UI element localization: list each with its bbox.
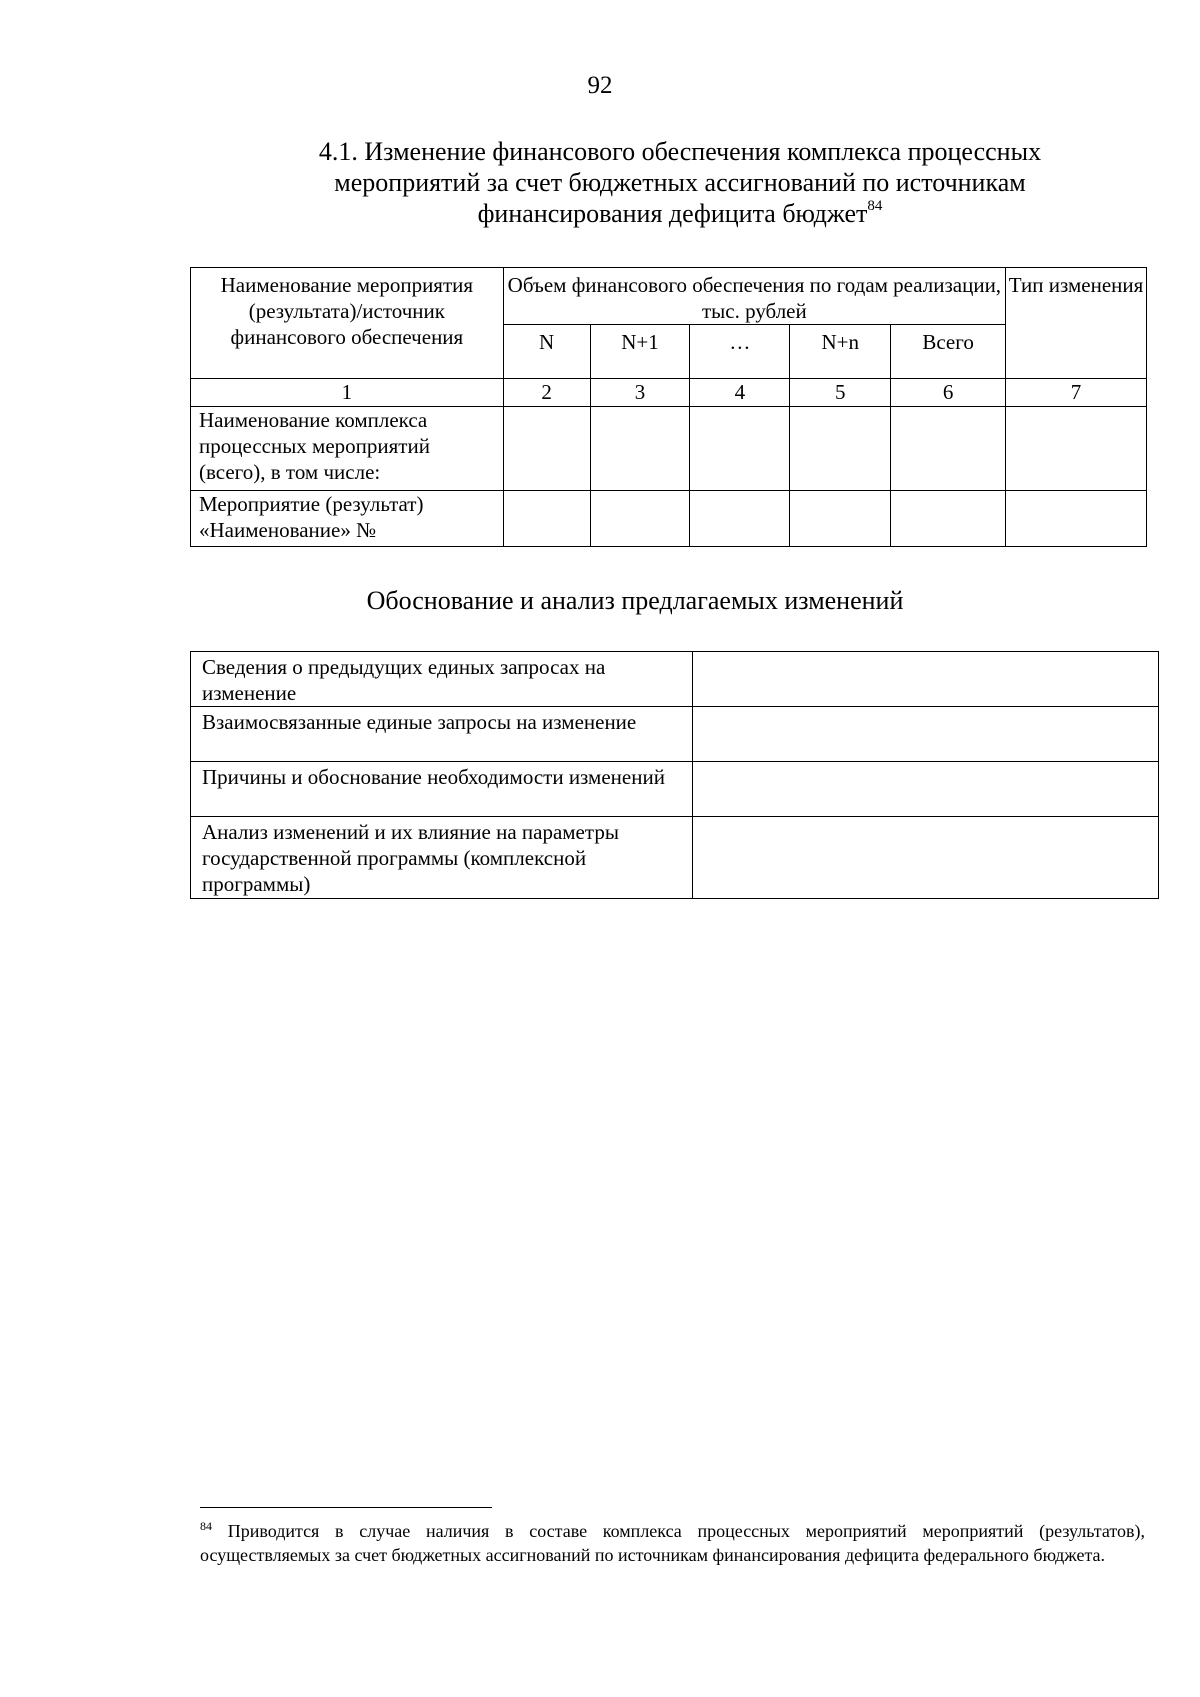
- section-title-line-3: [200, 198, 1160, 229]
- header-name-cell: [191, 268, 504, 379]
- empty-cell: [690, 407, 790, 491]
- empty-cell: [891, 491, 1006, 547]
- empty-cell: [1006, 491, 1147, 547]
- year-col-n1-text: N+1: [621, 330, 659, 354]
- analysis-value-cell: [693, 762, 1159, 817]
- header-type-cell: [1006, 268, 1147, 379]
- footnote-text: Приводится в случае наличия в составе комплекса процессных мероприятий мероприятий (результатов), осуществляемых за счет бюджетных ассигнований по источникам финансирования дефицита федерального бюджета.: [200, 1521, 1145, 1565]
- budget-table-header-row: [191, 268, 1147, 325]
- year-col-ellipsis-text: …: [729, 330, 751, 354]
- table-row: [191, 707, 1159, 762]
- row-complex-name: Наименование комплекса процессных мероприятий (всего), в том числе:: [191, 407, 504, 491]
- col-number-5: 5: [790, 379, 891, 407]
- analysis-value-cell: [693, 652, 1159, 707]
- analysis-value-cell: [693, 707, 1159, 762]
- year-col-total: [891, 325, 1006, 379]
- col-number-6: 6: [891, 379, 1006, 407]
- analysis-label-reasons: Причины и обоснование необходимости изменений: [191, 762, 693, 817]
- footnote-divider: [200, 1507, 492, 1508]
- table-row: [191, 762, 1159, 817]
- analysis-table: [190, 651, 1159, 899]
- table-row: [191, 491, 1147, 547]
- analysis-label-previous-requests: Сведения о предыдущих единых запросах на изменение: [191, 652, 693, 707]
- empty-cell: [590, 491, 690, 547]
- footnote: [200, 1519, 1145, 1567]
- empty-cell: [790, 407, 891, 491]
- empty-cell: [690, 491, 790, 547]
- budget-table: [190, 267, 1147, 547]
- row-event-name: Мероприятие (результат) «Наименование» №: [191, 491, 504, 547]
- year-col-nn-text: N+n: [821, 330, 859, 354]
- empty-cell: [590, 407, 690, 491]
- footnote-marker: 84: [200, 1519, 212, 1533]
- empty-cell: [891, 407, 1006, 491]
- analysis-value-cell: [693, 817, 1159, 899]
- empty-cell: [1006, 407, 1147, 491]
- empty-cell: [503, 407, 590, 491]
- section-title-line-3-text: финансирования дефицита бюджет: [477, 199, 868, 228]
- col-number-7: 7: [1006, 379, 1147, 407]
- header-volume: Объем финансового обеспечения по годам реализации, тыс. рублей: [507, 273, 1002, 323]
- page-number: 92: [587, 72, 613, 99]
- year-col-n1: [590, 325, 690, 379]
- table-row: [191, 407, 1147, 491]
- section-title: [200, 136, 1160, 229]
- col-number-3: 3: [590, 379, 690, 407]
- analysis-heading: Обоснование и анализ предлагаемых изменений: [366, 586, 904, 615]
- header-volume-cell: [503, 268, 1005, 325]
- year-col-total-text: Всего: [922, 330, 974, 354]
- analysis-label-related-requests: Взаимосвязанные единые запросы на изменение: [191, 707, 693, 762]
- empty-cell: [790, 491, 891, 547]
- table-row: [191, 817, 1159, 899]
- col-number-2: 2: [503, 379, 590, 407]
- year-col-n: [503, 325, 590, 379]
- header-type: Тип изменения: [1008, 273, 1144, 297]
- year-col-ellipsis: [690, 325, 790, 379]
- header-name: Наименование мероприятия (результата)/источник финансового обеспечения: [220, 273, 474, 349]
- col-number-1: 1: [191, 379, 504, 407]
- budget-table-index-row: [191, 379, 1147, 407]
- year-col-nn: [790, 325, 891, 379]
- col-number-4: 4: [690, 379, 790, 407]
- table-row: [191, 652, 1159, 707]
- year-col-n-text: N: [539, 330, 555, 354]
- footnote-reference: 84: [867, 198, 883, 214]
- section-title-line-2: мероприятий за счет бюджетных ассигнований по источникам: [334, 168, 1026, 197]
- section-title-line-1: 4.1. Изменение финансового обеспечения комплекса процессных: [318, 137, 1042, 166]
- empty-cell: [503, 491, 590, 547]
- analysis-label-impact: Анализ изменений и их влияние на параметры государственной программы (комплексной программы): [191, 817, 693, 899]
